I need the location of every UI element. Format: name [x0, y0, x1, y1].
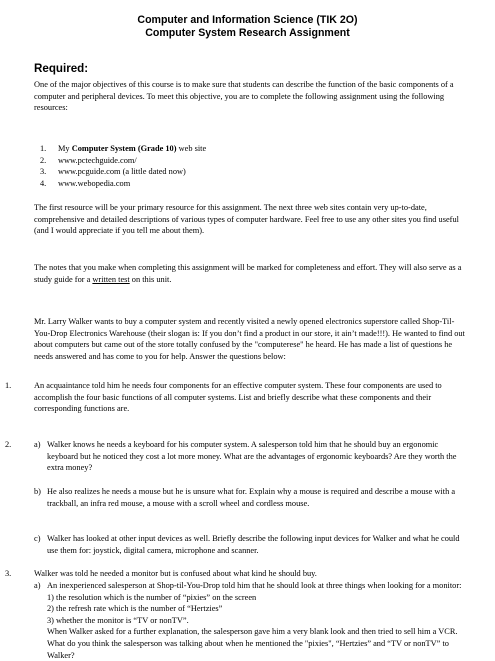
- scenario-paragraph: Mr. Larry Walker wants to buy a computer system and recently visited a newly opened electronics superstore called Shop-Til-You-Drop Electronics Warehouse (their slogan is: If you don’t find a product in our store, it ain’t made!!!). He wanted to find out about computers but came out of the store totally confused by the "computerese" he heard. He has made a list of questions he needs answered and has come to you for help. Answer the questions below:: [34, 317, 465, 361]
- resource-item: 2. www.pctechguide.com/: [40, 155, 137, 165]
- primary-resource-paragraph: The first resource will be your primary resource for this assignment. The next three web sites contain very up-to-date, comprehensive and detailed descriptions of various types of computer hardware. Feel free to use any other sites you find useful (and I would appreciate if you tell me about them).: [34, 203, 459, 236]
- document-title: Computer and Information Science (TIK 2O): [137, 14, 358, 26]
- question-1: 1. An acquaintance told him he needs four components for an effective computer system. These four components are used to accomplish the four basic functions of all computer systems. List and briefly describe what these components and their corresponding functions are.: [5, 381, 442, 414]
- question-2c: c) Walker has looked at other input devices as well. Briefly describe the following input devices for Walker and what he could use them for: joystick, digital camera, microphone and scanner.: [34, 534, 460, 555]
- document-page: Computer and Information Science (TIK 2O) Computer System Research Assignment Required: One of the major objectives of this course is to make sure that students can describe the function of the basic components of a computer and peripheral devices. To meet this objective, you are to complete the following assignment using the following resources: 1. My Computer System (Grade 10) web site 2. www.pctechguide.com/ 3. www.pcguide.com (a little dated now) 4. www.webopedia.com The first resource will be your primary resource for this assignment. The next three web sites contain very up-to-date, comprehensive and detailed descriptions of various types of computer hardware. Feel free to use any other sites you find useful (and I would appreciate if you tell me about them). The notes that you make when completing this assignment will be marked for completeness and effort. They will also serve as a study guide for a written test on this unit. Mr. Larry Walker wants to buy a computer system and recently visited a newly opened electronics superstore called Shop-Til-You-Drop Electronics Warehouse (their slogan is: If you don’t find a product in our store, it ain’t made!!!). He wanted to find out about computers but came out of the store totally confused by the "computerese" he heard. He has made a list of questions he needs answered and has come to you for help. Answer the questions below: 1. An acquaintance told him he needs four components for an effective computer system. These four components are used to accomplish the four basic functions of all computer systems. List and briefly describe what these components and their corresponding functions are. 2. a) Walker knows he needs a keyboard for his computer system. A salesperson told him that he should buy an ergonomic keyboard but he noticed they cost a lot more money. What are the advantages of ergonomic keyboards? Are they worth the extra money? b) He also realizes he needs a mouse but he is unsure what for. Explain why a mouse is required and describe a mouse with a trackball, an infra red mouse, a mouse with a scroll wheel and cordless mouse. c) Walker has looked at other input devices as well. Briefly describe the following input devices for Walker and what he could use them for: joystick, digital camera, microphone and scanner. 3. Walker was told he needed a monitor but is confused about what kind he should buy. a) An inexperienced salesperson at Shop-til-You-Drop told him that he should look at three things when looking for a monitor: 1) the resolution which is the number of “pixies” on the screen 2) the refresh rate which is the number of “Hertzies” 3) whether the monitor is “TV or nonTV”. When Walker asked for a further explanation, the salesperson gave him a very blank look and then tried to sell him a VCR. What do you think the salesperson was talking about when he mentioned the "pixies", “Hertzies” and “TV or nonTV” to Walker?: [0, 0, 495, 640]
- document-subtitle: Computer System Research Assignment: [145, 27, 350, 39]
- resource-item: 1. My Computer System (Grade 10) web site: [40, 144, 207, 153]
- resource-list: [34, 143, 454, 189]
- monitor-item: 3) whether the monitor is “TV or nonTV”.: [47, 615, 189, 625]
- question-3a-followup: When Walker asked for a further explanation, the salesperson gave him a very blank look and then tried to sell him a VCR. What do you think the salesperson was talking about when he mentioned the "pixies", “Hertzies” and “TV or nonTV” to Walker?: [47, 627, 458, 660]
- question-3: 3. Walker was told he needed a monitor but is confused about what kind he should buy.: [5, 569, 317, 578]
- written-test-link: written test: [92, 274, 130, 284]
- intro-paragraph: One of the major objectives of this course is to make sure that students can describe the function of the basic components of a computer and peripheral devices. To meet this objective, you are to complete the following assignment using the following resources:: [34, 80, 454, 113]
- monitor-item: 1) the resolution which is the number of “pixies” on the screen: [47, 592, 257, 602]
- required-heading: Required:: [34, 62, 89, 75]
- question-3a: a) An inexperienced salesperson at Shop-til-You-Drop told him that he should look at three things when looking for a monitor: 1) the resolution which is the number of “pixies” on the screen 2) the refresh rate which is the number of “Hertzies” 3) whether the monitor is “TV or nonTV”. When Walker asked for a further explanation, the salesperson gave him a very blank look and then tried to sell him a VCR. What do you think the salesperson was talking about when he mentioned the "pixies", “Hertzies” and “TV or nonTV” to Walker?: [34, 580, 466, 661]
- notes-paragraph: The notes that you make when completing this assignment will be marked for completeness and effort. They will also serve as a study guide for a written test on this unit.: [34, 263, 462, 284]
- resource-item: 3. www.pcguide.com (a little dated now): [40, 167, 186, 177]
- question-3a-intro: An inexperienced salesperson at Shop-til-You-Drop told him that he should look at three things when looking for a monitor:: [47, 581, 462, 590]
- resource-item: 4. www.webopedia.com: [40, 178, 131, 188]
- question-2b: b) He also realizes he needs a mouse but he is unsure what for. Explain why a mouse is required and describe a mouse with a trackball, an infra red mouse, a mouse with a scroll wheel and cordless mouse.: [34, 487, 456, 508]
- question-2a: a) Walker knows he needs a keyboard for his computer system. A salesperson told him that he should buy an ergonomic keyboard but he noticed they cost a lot more money. What are the advantages of ergonomic keyboards? Are they worth the extra money?: [34, 440, 457, 473]
- monitor-item: 2) the refresh rate which is the number of “Hertzies”: [47, 604, 223, 614]
